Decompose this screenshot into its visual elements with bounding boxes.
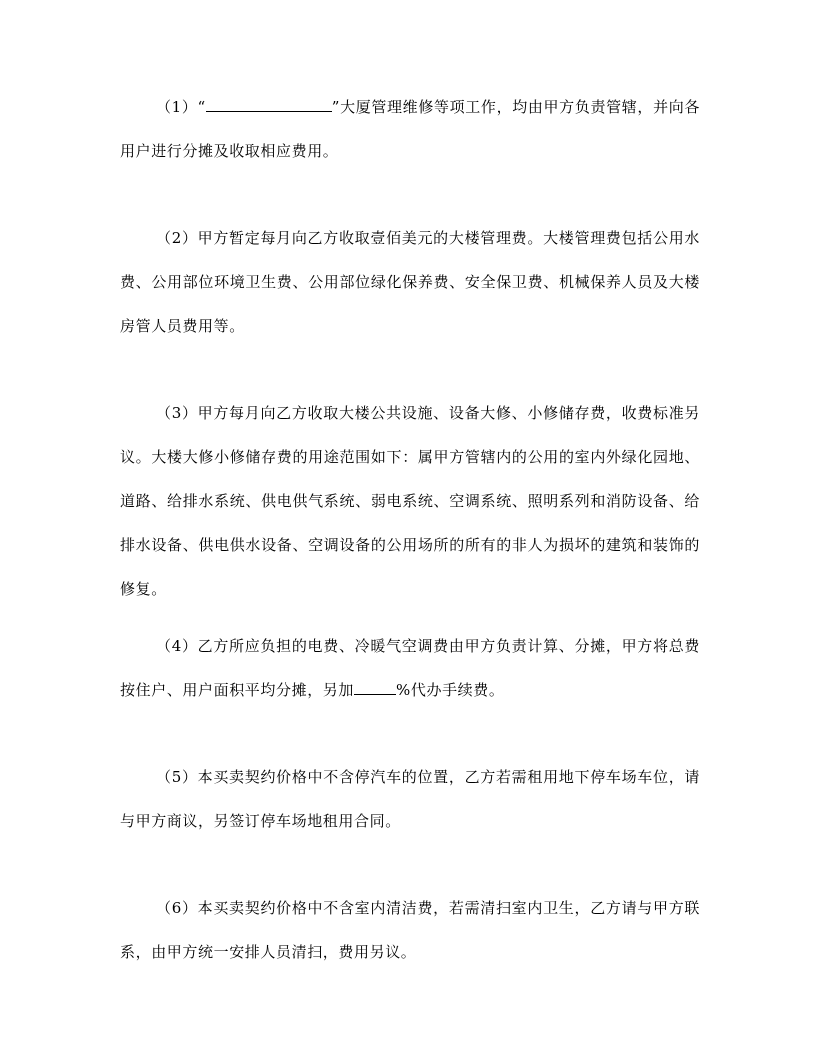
paragraph-2: （2）甲方暂定每月向乙方收取壹佰美元的大楼管理费。大楼管理费包括公用水费、公用部位环境卫生费、公用部位绿化保养费、安全保卫费、机械保养人员及大楼房管人员费用等。 [120,229,700,335]
fill-in-blank-fee-percent[interactable] [354,680,396,695]
paragraph-5: （5）本买卖契约价格中不含停汽车的位置，乙方若需租用地下停车场车位，请与甲方商议，另签订停车场地租用合同。 [120,768,700,830]
paragraph-1 [120,85,700,173]
paragraph-4-prefix: （4）乙方所应负担的电费、冷暖气空调费由甲方负责计算、分摊，甲方将总费按住户、用户面积平均分摊，另加 [120,637,700,699]
paragraph-6: （6）本买卖契约价格中不含室内清洁费，若需清扫室内卫生，乙方请与甲方联系，由甲方统一安排人员清扫，费用另议。 [120,899,700,961]
paragraph-3: （3）甲方每月向乙方收取大楼公共设施、设备大修、小修储存费，收费标准另议。大楼大修小修储存费的用途范围如下：属甲方管辖内的公用的室内外绿化园地、道路、给排水系统、供电供气系统、弱电系统、空调系统、照明系列和消防设备、给排水设备、供电供水设备、空调设备的公用场所的所有的非人为损坏的建筑和装饰的修复。 [120,404,700,598]
paragraph-4-suffix: %代办手续费。 [396,681,505,699]
fill-in-blank-building-name[interactable] [206,97,332,112]
paragraph-4 [120,624,700,712]
paragraph-1-prefix: （1）“ [156,98,206,116]
paragraph-1-suffix: ”大厦管理维修等项工作，均由甲方负责管辖，并向各用户进行分摊及收取相应费用。 [120,98,700,160]
